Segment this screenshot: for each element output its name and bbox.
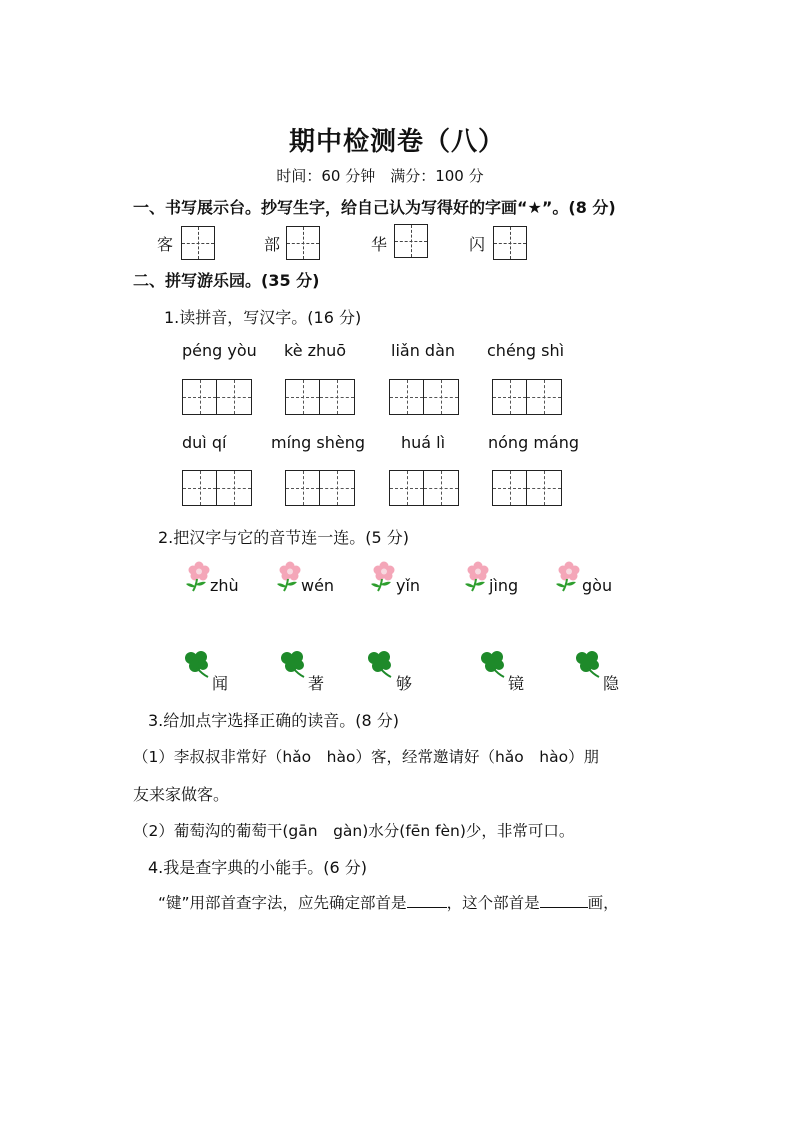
- pinyin-8: nóng máng: [488, 433, 579, 452]
- question-3-item-1: （1）李叔叔非常好（hǎo hào）客，经常邀请好（hǎo hào）朋: [133, 748, 600, 766]
- answer-blank-2[interactable]: [540, 893, 588, 908]
- question-1-title: 1.读拼音，写汉字。(16 分): [164, 308, 362, 327]
- question-3-item-1-cont: 友来家做客。: [133, 785, 230, 804]
- target-char-4: 镜: [508, 674, 525, 693]
- answer-grid-7[interactable]: [389, 470, 459, 506]
- writing-box-2[interactable]: [286, 226, 320, 260]
- question-3-item-2: （2）葡萄沟的葡萄干(gān gàn)水分(fēn fèn)少，非常可口。: [133, 822, 575, 840]
- answer-grid-1[interactable]: [182, 379, 252, 415]
- question-3-title: 3.给加点字选择正确的读音。(8 分): [148, 711, 400, 730]
- question-4-line: [158, 891, 619, 913]
- writing-box-3[interactable]: [394, 224, 428, 258]
- clover-icon: [278, 650, 308, 680]
- question-4-text-a: “键”用部首查字法，应先确定部首是: [158, 894, 407, 912]
- answer-grid-2[interactable]: [285, 379, 355, 415]
- target-char-3: 够: [396, 674, 413, 693]
- writing-box-1[interactable]: [181, 226, 215, 260]
- syllable-5: gòu: [582, 576, 613, 595]
- pinyin-3: liǎn dàn: [391, 341, 456, 360]
- target-char-2: 著: [308, 674, 325, 693]
- answer-blank-1[interactable]: [407, 893, 447, 908]
- writing-box-4[interactable]: [493, 226, 527, 260]
- answer-grid-4[interactable]: [492, 379, 562, 415]
- clover-icon: [573, 650, 603, 680]
- target-char-5: 隐: [603, 674, 620, 693]
- copy-char-2: 部: [264, 235, 281, 254]
- pinyin-6: míng shèng: [271, 433, 366, 452]
- page-title: 期中检测卷（八）: [288, 127, 505, 157]
- answer-grid-6[interactable]: [285, 470, 355, 506]
- syllable-1: zhù: [210, 576, 239, 595]
- copy-char-3: 华: [371, 235, 388, 254]
- clover-icon: [182, 650, 212, 680]
- syllable-3: yǐn: [396, 576, 421, 595]
- clover-icon: [365, 650, 395, 680]
- question-4-text-b: ，这个部首是: [446, 894, 540, 912]
- question-4-text-c: 画，: [587, 894, 619, 912]
- flower-icon: [369, 560, 399, 594]
- copy-char-4: 闪: [469, 235, 486, 254]
- exam-subtitle: 时间：60 分钟 满分：100 分: [276, 167, 484, 185]
- copy-char-1: 客: [157, 235, 174, 254]
- syllable-2: wén: [301, 576, 335, 595]
- pinyin-1: péng yòu: [182, 341, 257, 360]
- pinyin-5: duì qí: [182, 433, 227, 452]
- section-1-heading: 一、书写展示台。抄写生字，给自己认为写得好的字画“★”。(8 分): [133, 198, 616, 217]
- answer-grid-3[interactable]: [389, 379, 459, 415]
- flower-icon: [554, 560, 584, 594]
- answer-grid-8[interactable]: [492, 470, 562, 506]
- target-char-1: 闻: [212, 674, 229, 693]
- question-2-title: 2.把汉字与它的音节连一连。(5 分): [158, 528, 410, 547]
- answer-grid-5[interactable]: [182, 470, 252, 506]
- pinyin-4: chéng shì: [487, 341, 565, 360]
- syllable-4: jìng: [489, 576, 519, 595]
- pinyin-2: kè zhuō: [284, 341, 347, 360]
- section-2-heading: 二、拼写游乐园。(35 分): [133, 271, 320, 290]
- question-4-title: 4.我是查字典的小能手。(6 分): [148, 858, 368, 877]
- clover-icon: [478, 650, 508, 680]
- pinyin-7: huá lì: [401, 433, 446, 452]
